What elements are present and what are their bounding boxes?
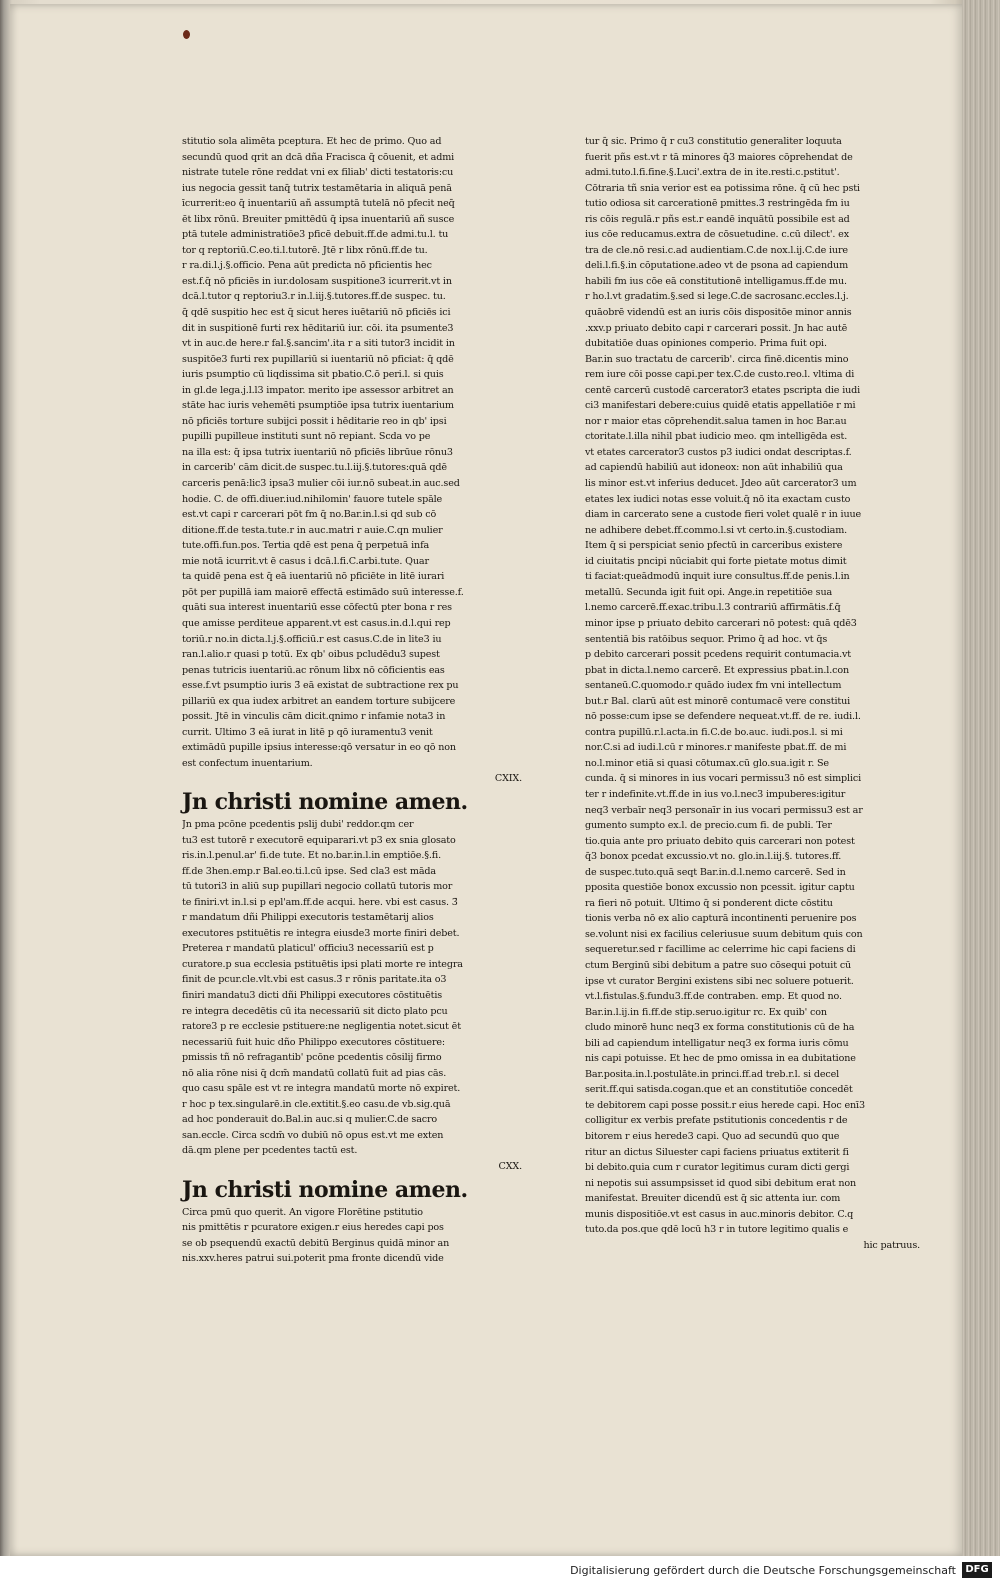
text-line: quāti sua interest inuentariū esse cōfectū pter bona r res: [182, 602, 452, 614]
text-line: habili fm ius cōe eā constitutionē intelligamus.ff.de mu.: [585, 275, 847, 287]
text-line: tutio odiosa sit carcerationē pmittes.3̄ restringēda fm iu: [585, 198, 850, 210]
text-line: mie notā icurrit.vt ē casus i dcā.l.fi.C.arbi.tute. Quar: [182, 555, 429, 567]
text-line: l.nemo carcerē.ff.exac.tribu.l.3 contrariū affirmātis.f.q̄: [585, 602, 841, 614]
text-line: ctoritate.l.illa nihil pbat iudicio meo. qm intelligēda est.: [585, 431, 848, 443]
text-line: extimādū pupille ipsius interesse:qō versatur in eo qō non: [182, 742, 456, 754]
text-line: tu3 est tutorē r executorē equiparari.vt p3 ex snia glosato: [182, 834, 456, 846]
text-line: sentaneū.C.quomodo.r quādo iudex fm vni intellectum: [585, 680, 842, 692]
text-line: finiri mandatu3 dicti dñi Philippi executores cōstituētis: [182, 989, 443, 1001]
text-line: rem iure cōi posse capi.per tex.C.de custo.reo.l. vltima di: [585, 369, 855, 381]
text-line: tur q̄ sic. Primo q̄ r cu3 constitutio generaliter loquuta: [585, 136, 842, 147]
text-line: na illa est: q̄ ipsa tutrix iuentariū nō pficiēs librūue rōnu3: [182, 446, 453, 458]
text-line: currit. Ultimo 3̄ eā iurat in litē p qō iuramentu3 venit: [182, 726, 433, 738]
text-line: neq3 verbaīr neq3 personaīr in ius vocari permissu3 est ar: [585, 804, 863, 816]
left-block-1: [182, 134, 522, 771]
text-line: p debito carcerari possit pcedens requirit contumacia.vt: [585, 649, 852, 661]
text-line: Item q̄ si perspiciat senio pfectū in carceribus existere: [585, 540, 843, 552]
text-line: Cōtraria tñ snia verior est ea potissima rōne. q̄ cū hec psti: [585, 182, 860, 194]
text-line: tor q reptoriū.C.eo.ti.l.tutorē. Jtē r libx rōnū.ff.de tu.: [182, 244, 428, 256]
text-line: finit de pcur.cle.vlt.vbi est casus.3̄ r rōnis paritate.ita o3: [182, 974, 447, 986]
text-line: est.f.q̄ nō pficiēs in iur.dolosam suspitione3 icurrerit.vt in: [182, 275, 452, 287]
text-line: tionis verba nō ex alio capturā incontinenti peruenire pos: [585, 913, 857, 925]
text-line: sententiā bis ratōibus sequor. Primo q̄ ad hoc. vt q̄s: [585, 633, 828, 645]
text-line: lis minor est.vt inferius deducet. Jdeo aūt carcerator3 um: [585, 478, 857, 490]
text-line: nis capi potuisse. Et hec de pmo omissa in ea dubitatione: [585, 1053, 856, 1065]
text-line: pupilli pupilleue instituti sunt nō repiant. Scda vo pe: [182, 431, 431, 443]
text-line: colligitur ex verbis prefate pstitutionis concedentis r de: [585, 1115, 848, 1127]
text-line: ran.l.alio.r quasi p totū. Ex qb' oibus pcludēdu3 supest: [182, 649, 440, 661]
section-heading-2: Jn christi nomine amen.: [182, 1176, 468, 1203]
right-block: [585, 134, 920, 1238]
text-line: q̄ qdē suspitio hec est q̄ sicut heres iuētariū nō pficiēs ici: [182, 307, 451, 319]
text-line: executores pstituētis re integra eiusde3 morte finiri debet.: [182, 927, 460, 939]
text-line: Circa pmū quo querit. An vigore Florētine pstitutio: [182, 1206, 423, 1218]
text-line: carceris penā:lic3 ipsa3 mulier cōi iur.nō subeat.in auc.sed: [182, 478, 460, 490]
text-line: bi debito.quia cum r curator legitimus curam dicti gergi: [585, 1162, 850, 1174]
text-line: r ho.l.vt gradatim.§.sed si lege.C.de sacrosanc.eccles.l.j.: [585, 291, 849, 303]
text-line: ctum Berginū sibi debitum a patre suo cōsequi potuit cū: [585, 959, 852, 971]
text-line: pbat in dicta.l.nemo carcerē. Et expressius pbat.in.l.con: [585, 664, 849, 676]
text-line: vt etates carcerator3 custos p3 iudici ondat descriptas.f.: [585, 446, 852, 458]
text-line: ad hoc ponderauit do.Bal.in auc.si q mulier.C.de sacro: [182, 1114, 438, 1126]
text-line: fuerit pñs est.vt r tā minores q̄3 maiores cōprehendat de: [585, 151, 853, 163]
text-line: secundū quod qrit an dcā dña Fracisca q̄ cōuenit, et admi: [182, 151, 455, 163]
right-text-column: [585, 134, 920, 1253]
text-line: pōt per pupillā iam maiorē effectā estimādo suū interesse.f.: [182, 586, 464, 598]
text-line: ter r indefinite.vt.ff.de in ius vo.l.nec3 impuberes:igitur: [585, 788, 846, 800]
text-line: q̄3 bonox pcedat excussio.vt no. glo.in.l.iij.§. tutores.ff.: [585, 851, 842, 863]
ink-blot: [183, 30, 190, 39]
text-line: id ciuitatis pncipi nūciabit qui forte pietate motus dimit: [585, 555, 847, 567]
text-line: ratore3 p re ecclesie pstituere:ne negligentia notet.sicut ēt: [182, 1021, 461, 1033]
text-line: dcā.l.tutor q reptoriu3.r in.l.iij.§.tutores.ff.de suspec. tu.: [182, 291, 446, 303]
text-line: pmissis tñ nō refragantib' pcōne pcedentis cōsilij firmo: [182, 1052, 442, 1064]
text-line: re integra decedētis cū ita necessariū sit dicto plato pcu: [182, 1005, 448, 1017]
text-line: nistrate tutele rōne reddat vni ex filiab' dicti testatoris:cu: [182, 167, 454, 179]
text-line: diam in carcerato sene a custode fieri volet qualē r in iuue: [585, 509, 862, 521]
text-line: r mandatum dñi Philippi executoris testamētarij alios: [182, 912, 434, 924]
text-line: ni nepotis sui assumpsisset id quod sibi debitum erat non: [585, 1177, 857, 1189]
left-block-2: [182, 817, 522, 1159]
text-line: deli.l.fi.§.in cōputatione.adeo vt de psona ad capiendum: [585, 260, 849, 272]
text-line: nō posse:cum ipse se defendere nequeat.vt.ff. de re. iudi.l.: [585, 711, 861, 723]
text-line: r hoc p tex.singularē.in cle.extitit.§.eo casu.de vb.sig.quā: [182, 1098, 451, 1110]
text-line: tio.quia ante pro priuato debito quis carcerari non potest: [585, 835, 855, 847]
text-line: ff.de 3hen.emp.r Bal.eo.ti.l.cū ipse. Sed cla3 est māda: [182, 865, 436, 877]
text-line: nis.xxv.heres patrui sui.poterit pma fronte dicendū vide: [182, 1253, 444, 1265]
text-line: in gl.de lega.j.l.l3 impator. merito ipe assessor arbitret an: [182, 384, 454, 396]
text-line: cunda. q̄ si minores in ius vocari permissu3 nō est simplici: [585, 773, 862, 785]
text-line: ta quidē pena est q̄ eā iuentariū nō pficiēte in litē iurari: [182, 571, 445, 583]
text-line: san.eccle. Circa scdm̄ vo dubiū nō opus est.vt me exten: [182, 1129, 444, 1141]
text-line: dit in suspitionē furti rex hēditariū iur. cōi. ita psumente3: [182, 322, 454, 334]
text-line: ad capiendū habiliū aut idoneox: non aūt inhabiliū qua: [585, 462, 843, 474]
chapter-numeral-cxx: CXX.: [498, 1161, 522, 1172]
text-line: stitutio sola alimēta pceptura. Et hec de primo. Quo ad: [182, 136, 442, 147]
text-line: dā.qm plene per pcedentes tactū est.: [182, 1145, 358, 1157]
text-line: quāobrē videndū est an iuris cōis dispositōe minor annis: [585, 307, 852, 319]
text-line: se ob psequendū exactū debitū Berginus quidā minor an: [182, 1237, 450, 1249]
text-line: pposita questiōe bonox excussio non pcessit. igitur captu: [585, 882, 855, 894]
text-line: munis dispositiōe.vt est casus in auc.minoris debitor. C.q: [585, 1208, 854, 1220]
text-line: bitorem r eius herede3 capi. Quo ad secundū quo que: [585, 1131, 840, 1142]
text-line: tuto.da pos.que qdē locū h3 r in tutore legitimo qualis e: [585, 1224, 849, 1236]
text-line: te finiri.vt in.l.si p epl'am.ff.de acqui. here. vbi est casus. 3̄: [182, 896, 458, 908]
text-line: possit. Jtē in vinculis cām dicit.qnimo r infamie nota3 in: [182, 711, 446, 723]
text-line: tute.offi.fun.pos. Tertia qdē est pena q̄ perpetuā infa: [182, 540, 430, 552]
page-stack-edge: [962, 0, 1000, 1584]
text-line: etates lex iudici notas esse voluit.q̄ nō ita exactam custo: [585, 493, 851, 505]
text-line: ris cōis regulā.r pñs est.r eandē inquātū possibile est ad: [585, 213, 850, 225]
text-line: suspitōe3 furti rex pupillariū si iuentariū nō pficiat: q̄ qdē: [182, 353, 454, 365]
dfg-logo: DFG: [962, 1562, 992, 1578]
text-line: iuris psumptio cū liqdissima sit pbatio.C.ō peri.l. si quis: [182, 369, 444, 381]
text-line: in carcerib' cām dicit.de suspec.tu.l.iij.§.tutores:quā qdē: [182, 462, 447, 474]
text-line: serit.ff.qui satisda.cogan.que et an constitutiōe concedēt: [585, 1084, 853, 1096]
text-line: nor.C.si ad iudi.l.cū r minores.r manifeste pbat.ff. de mi: [585, 742, 847, 754]
text-line: r ra.di.l.j.§.officio. Pena aūt predicta nō pficientis hec: [182, 260, 432, 272]
text-line: hodie. C. de offi.diuer.iud.nihilomin' fauore tutele spāle: [182, 493, 443, 505]
text-line: ius negocia gessit tanq̄ tutrix testamētaria in aliquā penā: [182, 182, 452, 194]
text-line: ēt libx rōnū. Breuiter pmittēdū q̄ ipsa inuentariū añ susce: [182, 213, 455, 225]
text-line: metallū. Secunda igit fuit opi. Ange.in repetitiōe sua: [585, 586, 833, 598]
text-line: no.l.minor etiā si quasi cōtumax.cū glo.sua.igit r. Se: [585, 757, 829, 769]
text-line: penas tutricis iuentariū.ac rōnum libx nō cōficientis eas: [182, 664, 445, 676]
catchword: hic patruus.: [863, 1239, 920, 1251]
text-line: ris.in.l.penul.ar' fi.de tute. Et no.bar.in.l.in emptiōe.§.fi.: [182, 850, 441, 862]
text-line: contra pupillū.r.l.acta.in fi.C.de bo.auc. iudi.pos.l. si mi: [585, 726, 843, 738]
text-line: gumento sumpto ex.l. de precio.cum fi. de publi. Ter: [585, 820, 832, 832]
text-line: curatore.p sua ecclesia pstituētis ipsi plati morte re integra: [182, 958, 463, 970]
text-line: ipse vt curator Bergini existens sibi nec soluere potuerit.: [585, 975, 854, 987]
left-text-column: [182, 134, 522, 1267]
text-line: toriū.r no.in dicta.l.j.§.officiū.r est casus.C.de in lite3 iu: [182, 633, 442, 645]
text-line: centē carcerū custodē carcerator3 etates pscripta die iudi: [585, 384, 861, 396]
text-line: te debitorem capi posse possit.r eius herede capi. Hoc enī3: [585, 1099, 865, 1111]
text-line: ti faciat:queādmodū inquit iure consultus.ff.de penis.l.in: [585, 571, 850, 583]
text-line: ne adhibere debet.ff.commo.l.si vt certo.in.§.custodiam.: [585, 524, 848, 536]
text-line: ditione.ff.de testa.tute.r in auc.matri r auie.C.qn mulier: [182, 524, 443, 536]
text-line: nō pficiēs torture subijci possit i hēditarie reo in qb' ipsi: [182, 415, 447, 427]
text-line: esse.f.vt psumptio iuris 3̄ eā existat de subtractione rex pu: [182, 680, 459, 692]
text-line: minor ipse p priuato debito carcerari nō potest: quā qdē3: [585, 617, 857, 629]
text-line: cludo minorē hunc neq3 ex forma constitutionis cū de ha: [585, 1022, 855, 1034]
text-line: de suspec.tuto.quā seqt Bar.in.d.l.nemo carcerē. Sed in: [585, 866, 846, 878]
left-block-3: [182, 1205, 522, 1267]
text-line: nō alia rōne nisi q̄ dcm̄ mandatū collatū fuit ad pias cās.: [182, 1067, 447, 1079]
text-line: bili ad capiendum intelligatur neq3 ex forma iuris cōmu: [585, 1037, 849, 1049]
text-line: manifestat. Breuiter dicendū est q̄ sic attenta iur. com: [585, 1193, 841, 1205]
text-line: tra de cle.nō resi.c.ad audientiam.C.de nox.l.ij.C.de iure: [585, 244, 848, 256]
text-line: but.r Bal. clarū aūt est minorē contumacē vere constitui: [585, 695, 851, 707]
text-line: ci3 manifestari debere:cuius quidē etatis appellatiōe r mi: [585, 400, 856, 412]
text-line: vt in auc.de here.r fal.§.sancim'.ita r a siti tutor3 incidit in: [182, 338, 455, 350]
text-line: dubitatiōe duas opiniones comperio. Prima fuit opi.: [585, 338, 827, 350]
section-heading-1: Jn christi nomine amen.: [182, 788, 468, 815]
funding-credit: Digitalisierung gefördert durch die Deutsche Forschungsgemeinschaft: [570, 1564, 956, 1577]
text-line: Bar.in.l.ij.in fi.ff.de stip.seruo.igitur rc. Ex quib' con: [585, 1006, 827, 1018]
text-line: nor r maior etas cōprehendit.salua tamen in hoc Bar.au: [585, 415, 847, 427]
text-line: ptā tutele administratiōe3 pficē debuit.ff.de admi.tu.l. tu: [182, 229, 449, 241]
text-line: admi.tuto.l.fi.fine.§.Luci'.extra de in ite.resti.c.pstitut'.: [585, 167, 840, 179]
text-line: sequeretur.sed r facillime ac celerrime hic capi faciens di: [585, 944, 856, 956]
text-line: ius cōe reducamus.extra de cōsuetudine. c.cū dilect'. ex: [585, 229, 849, 241]
text-line: que amisse perditeue apparent.vt est casus.in.d.l.qui rep: [182, 617, 451, 629]
text-line: Bar.posita.in.l.postulāte.in princi.ff.ad treb.r.l. si decel: [585, 1068, 840, 1080]
text-line: pillariū ex qua iudex arbitret an eandem torture subijcere: [182, 695, 456, 707]
text-line: ra fieri nō potuit. Ultimo q̄ si ponderent dicte cōstitu: [585, 897, 833, 909]
text-line: quo casu spāle est vt re integra mandatū morte nō expiret.: [182, 1083, 461, 1095]
text-line: stāte hac iuris vehemēti psumptiōe ipsa tutrix iuentarium: [182, 400, 454, 412]
text-line: Preterea r mandatū platicul' officiu3 necessariū est p: [182, 943, 434, 955]
text-line: nis pmittētis r pcuratore exigen.r eius heredes capi pos: [182, 1222, 444, 1234]
text-line: vt.l.fistulas.§.fundu3.ff.de contraben. emp. Et quod no.: [585, 991, 842, 1003]
text-line: est.vt capi r carcerari pōt fm q̄ no.Bar.in.l.si qd sub cō: [182, 509, 437, 521]
text-line: est confectum inuentarium.: [182, 757, 313, 769]
text-line: Jn pma pcōne pcedentis pslij dubi' reddor.qm cer: [182, 818, 414, 830]
text-line: Bar.in suo tractatu de carcerib'. circa finē.dicentis mino: [585, 353, 849, 365]
text-line: ritur an dictus Siluester capi faciens priuatus extiterit fi: [585, 1146, 849, 1158]
text-line: se.volunt nisi ex facilius celeriusue suum debitum quis con: [585, 928, 863, 940]
chapter-numeral-cxix: CXIX.: [494, 773, 522, 785]
text-line: tū tutori3 in aliū sup pupillari negocio collatū tutoris mor: [182, 881, 453, 893]
text-line: īcurrerit:eo q̄ inuentariū añ assumptā tutelā nō pfecit neq̄: [182, 198, 455, 210]
text-line: .xxv.p priuato debito capi r carcerari possit. Jn hac autē: [585, 322, 848, 334]
text-line: necessariū fuit huic dño Philippo executores cōstituere:: [182, 1036, 445, 1048]
